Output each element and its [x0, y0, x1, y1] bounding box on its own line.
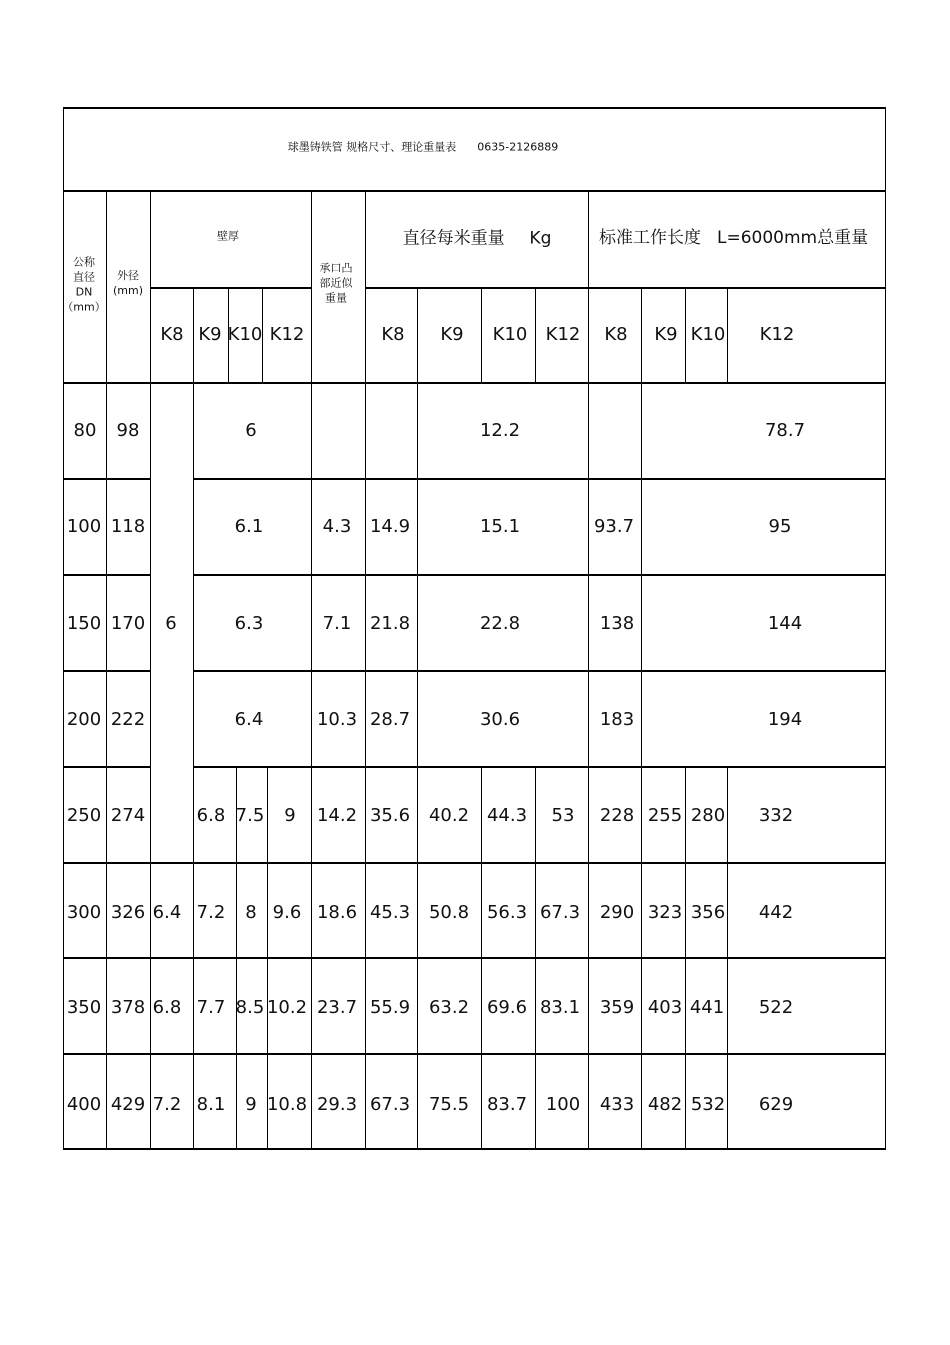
rule-bottom [63, 1148, 886, 1150]
rule-total-k10-body [727, 766, 728, 1150]
rule-total-k8 [641, 287, 642, 1150]
rule-pm-k10-head [535, 287, 536, 383]
cell-wall-k10: 9 [245, 1094, 257, 1115]
cell-total-k10: 280 [690, 805, 726, 826]
rule-dn-od [106, 190, 107, 1150]
cell-pm-merged: 12.2 [479, 420, 521, 441]
cell-wall-merged: 6 [245, 420, 257, 441]
cell-pm-k10: 56.3 [486, 902, 528, 923]
cell-od: 326 [110, 902, 146, 923]
cell-od: 98 [116, 420, 140, 441]
cell-total-k12: 522 [758, 997, 794, 1018]
cell-total-k8: 359 [599, 997, 635, 1018]
cell-dn: 150 [66, 613, 102, 634]
rule-pm-total [588, 190, 589, 1150]
pm-k10-head: K10 [492, 324, 528, 345]
cell-dn: 100 [66, 516, 102, 537]
cell-pm-k8: 35.6 [369, 805, 411, 826]
header-per-meter: 直径每米重量 Kg [402, 228, 552, 249]
cell-wall-k8: 6.4 [152, 902, 182, 923]
cell-dn: 250 [66, 805, 102, 826]
cell-wall-k9: 7.7 [196, 997, 226, 1018]
cell-dn: 300 [66, 902, 102, 923]
cell-total-k10: 441 [689, 997, 725, 1018]
cell-total-k8: 183 [599, 709, 635, 730]
cell-socket: 23.7 [316, 997, 358, 1018]
table-title [288, 142, 558, 153]
rule-row-2b [193, 574, 886, 576]
cell-total-k10: 532 [690, 1094, 726, 1115]
rule-total-k9-body [685, 766, 686, 1150]
rule-top [63, 107, 886, 109]
cell-total-k9: 403 [647, 997, 683, 1018]
cell-total-k12: 629 [758, 1094, 794, 1115]
cell-pm-k8: 67.3 [369, 1094, 411, 1115]
rule-od-wall [150, 190, 151, 1150]
cell-od: 170 [110, 613, 146, 634]
cell-pm-k12: 83.1 [539, 997, 581, 1018]
cell-total-k8: 138 [599, 613, 635, 634]
cell-wall-k9: 6.8 [196, 805, 226, 826]
pm-k9-head: K9 [440, 324, 464, 345]
header-std-len: 标准工作长度 L=6000mm总重量 [599, 228, 869, 248]
cell-wall-k10: 7.5 [235, 805, 265, 826]
cell-pm-k12: 53 [551, 805, 575, 826]
total-k10-head: K10 [690, 324, 726, 345]
header-wall: 壁厚 [217, 229, 239, 243]
header-socket: 承口凸 部近似 重量 [319, 261, 353, 305]
cell-total-k9: 482 [647, 1094, 683, 1115]
total-k8-head: K8 [604, 324, 628, 345]
cell-total-k8: 228 [599, 805, 635, 826]
rule-row-4b [193, 766, 886, 768]
rule-row-6 [63, 957, 886, 959]
rule-pm-k8 [417, 287, 418, 1150]
cell-total-k12: 332 [758, 805, 794, 826]
cell-dn: 350 [66, 997, 102, 1018]
cell-pm-k9: 50.8 [428, 902, 470, 923]
cell-total-k8: 93.7 [593, 516, 635, 537]
cell-pm-k10: 83.7 [486, 1094, 528, 1115]
cell-dn: 80 [73, 420, 97, 441]
cell-pm-k9: 63.2 [428, 997, 470, 1018]
cell-dn: 200 [66, 709, 102, 730]
cell-socket: 10.3 [316, 709, 358, 730]
rule-header-bottom [63, 382, 886, 384]
cell-total-k8: 290 [599, 902, 635, 923]
header-dn: 公称 直径 DN （mm） [62, 255, 106, 313]
rule-title-bottom [63, 190, 886, 192]
cell-wall-k8: 7.2 [152, 1094, 182, 1115]
cell-dn: 400 [66, 1094, 102, 1115]
cell-wall-k12: 9.6 [272, 902, 302, 923]
cell-od: 378 [110, 997, 146, 1018]
wall-k8-merged: 6 [165, 613, 177, 634]
header-od: 外径 (mm) [112, 269, 144, 297]
rule-row-7 [63, 1053, 886, 1055]
cell-total-k9: 255 [647, 805, 683, 826]
cell-wall-k8: 6.8 [152, 997, 182, 1018]
cell-pm-k12: 67.3 [539, 902, 581, 923]
cell-total-merged: 95 [768, 516, 792, 537]
rule-wall-socket [311, 190, 312, 1150]
rule-right [885, 107, 886, 1150]
cell-socket: 14.2 [316, 805, 358, 826]
total-k12-head: K12 [759, 324, 795, 345]
cell-total-merged: 194 [767, 709, 803, 730]
cell-socket: 4.3 [322, 516, 352, 537]
cell-wall-merged: 6.1 [234, 516, 264, 537]
cell-wall-k12: 10.8 [266, 1094, 308, 1115]
wall-k9-head: K9 [198, 324, 222, 345]
cell-pm-k8: 45.3 [369, 902, 411, 923]
wall-k8-head: K8 [160, 324, 184, 345]
title-text: 球墨铸铁管 规格尺寸、理论重量表 [287, 140, 457, 154]
phone-number: 0635-2126889 [477, 140, 559, 154]
cell-wall-k9: 8.1 [196, 1094, 226, 1115]
rule-subhead [150, 287, 312, 289]
cell-pm-merged: 22.8 [479, 613, 521, 634]
cell-wall-k12: 9 [284, 805, 296, 826]
cell-wall-merged: 6.4 [234, 709, 264, 730]
cell-pm-k9: 40.2 [428, 805, 470, 826]
cell-pm-k9: 75.5 [428, 1094, 470, 1115]
cell-socket: 7.1 [322, 613, 352, 634]
cell-od: 274 [110, 805, 146, 826]
rule-pm-k9-head [481, 287, 482, 383]
rule-row-1 [63, 478, 151, 480]
cell-wall-k12: 10.2 [266, 997, 308, 1018]
cell-pm-k10: 44.3 [486, 805, 528, 826]
cell-pm-k8: 21.8 [369, 613, 411, 634]
cell-total-merged: 144 [767, 613, 803, 634]
cell-wall-merged: 6.3 [234, 613, 264, 634]
rule-pm-k10-body [535, 766, 536, 1150]
pm-k8-head: K8 [381, 324, 405, 345]
cell-socket: 18.6 [316, 902, 358, 923]
cell-pm-k8: 14.9 [369, 516, 411, 537]
cell-wall-k10: 8.5 [235, 997, 265, 1018]
cell-od: 222 [110, 709, 146, 730]
rule-wall-k10-body [267, 766, 268, 1150]
cell-total-k8: 433 [599, 1094, 635, 1115]
rule-row-3b [193, 670, 886, 672]
rule-row-5 [63, 862, 886, 864]
rule-row-4 [63, 766, 151, 768]
cell-total-k12: 442 [758, 902, 794, 923]
cell-pm-merged: 30.6 [479, 709, 521, 730]
wall-k10-head: K10 [227, 324, 263, 345]
cell-socket: 29.3 [316, 1094, 358, 1115]
cell-pm-k8: 55.9 [369, 997, 411, 1018]
cell-pm-k8: 28.7 [369, 709, 411, 730]
rule-socket-pm [365, 190, 366, 1150]
cell-od: 118 [110, 516, 146, 537]
cell-wall-k10: 8 [245, 902, 257, 923]
rule-row-1b [193, 478, 886, 480]
pm-k12-head: K12 [545, 324, 581, 345]
cell-total-k9: 323 [647, 902, 683, 923]
cell-pm-merged: 15.1 [479, 516, 521, 537]
rule-row-2 [63, 574, 151, 576]
rule-total-k9-head [685, 287, 686, 383]
rule-wall-k8 [193, 287, 194, 1150]
wall-k12-head: K12 [269, 324, 305, 345]
total-k9-head: K9 [654, 324, 678, 345]
rule-subhead-right [365, 287, 886, 289]
cell-pm-k10: 69.6 [486, 997, 528, 1018]
rule-row-3 [63, 670, 151, 672]
cell-pm-k12: 100 [545, 1094, 581, 1115]
cell-od: 429 [110, 1094, 146, 1115]
cell-total-k10: 356 [690, 902, 726, 923]
cell-wall-k9: 7.2 [196, 902, 226, 923]
rule-pm-k9-body [481, 766, 482, 1150]
cell-total-merged: 78.7 [764, 420, 806, 441]
rule-total-k10-head [727, 287, 728, 383]
